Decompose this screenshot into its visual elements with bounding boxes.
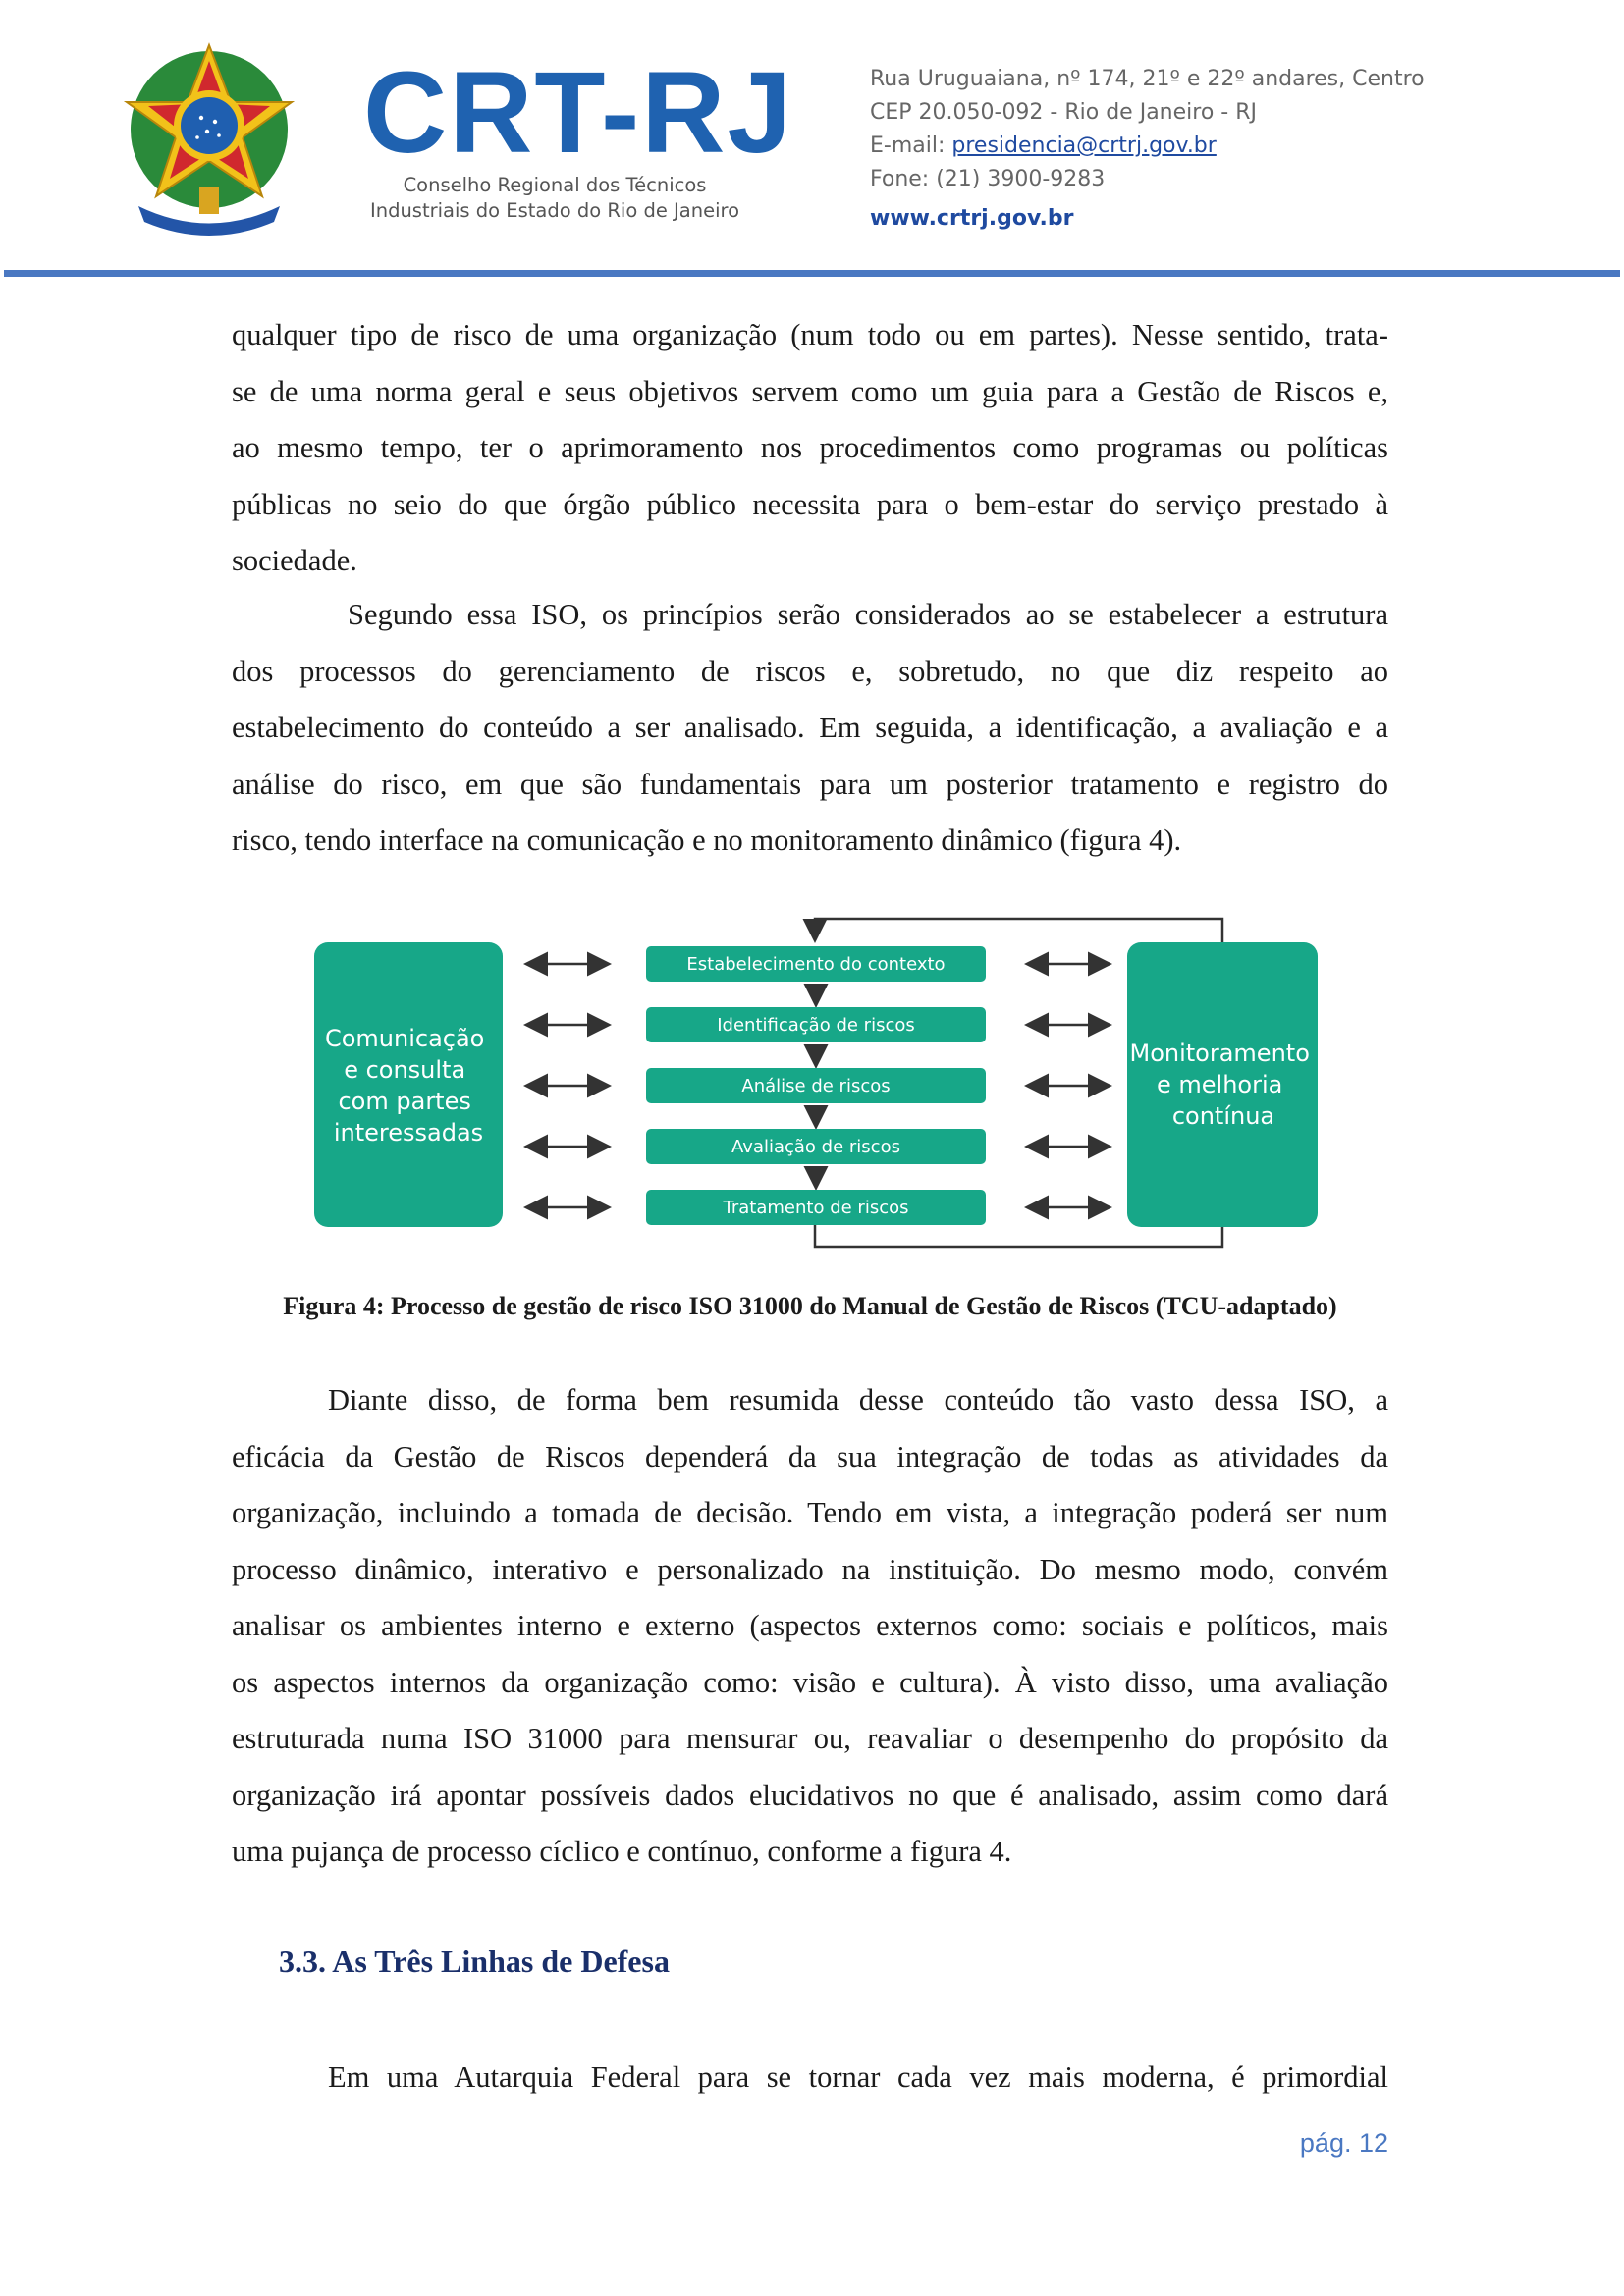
process-step-label: Análise de riscos <box>741 1076 891 1096</box>
address-line-1: Rua Uruguaiana, nº 174, 21º e 22º andares, Centro <box>870 67 1425 91</box>
page-number: pág. 12 <box>1299 2128 1388 2158</box>
communication-line: Comunicação <box>324 1025 485 1052</box>
process-step-label: Estabelecimento do contexto <box>686 954 946 975</box>
address-line-2: CEP 20.050-092 - Rio de Janeiro - RJ <box>870 100 1257 125</box>
text-line: os aspectos internos da organização como: visão e cultura). À visto disso, uma avaliação <box>232 1665 1388 1699</box>
process-step-label: Tratamento de riscos <box>723 1198 909 1218</box>
monitoring-line: e melhoria <box>1157 1071 1283 1098</box>
council-line-2: Industriais do Estado do Rio de Janeiro <box>369 199 740 222</box>
section-heading: 3.3. As Três Linhas de Defesa <box>279 1944 670 1979</box>
monitoring-line: Monitoramento <box>1129 1040 1310 1067</box>
communication-line: com partes <box>338 1088 471 1115</box>
paragraph-3 <box>232 1372 1388 1881</box>
header-divider <box>4 270 1620 277</box>
text-line: uma pujança de processo cíclico e contínuo, conforme a figura 4. <box>232 1835 1012 1868</box>
phone-line: Fone: (21) 3900-9283 <box>870 167 1106 191</box>
email-label: E-mail: <box>870 133 952 158</box>
paragraph-2 <box>232 587 1388 870</box>
text-line: ao mesmo tempo, ter o aprimoramento nos procedimentos como programas ou políticas <box>232 431 1388 464</box>
paragraph-1 <box>232 307 1388 590</box>
crt-rj-logo: CRT-RJ <box>363 48 794 178</box>
monitoring-line: contínua <box>1171 1102 1275 1130</box>
council-name <box>365 173 744 224</box>
text-line: organização irá apontar possíveis dados elucidativos no que é analisado, assim como dará <box>232 1778 1388 1812</box>
text-line: qualquer tipo de risco de uma organização (num todo ou em partes). Nesse sentido, trata- <box>232 318 1388 351</box>
text-line: eficácia da Gestão de Riscos dependerá da sua integração de todas as atividades da <box>232 1439 1388 1473</box>
text-line: estabelecimento do conteúdo a ser analisado. Em seguida, a identificação, a avaliação e a <box>232 711 1388 744</box>
text-line: organização, incluindo a tomada de decisão. Tendo em vista, a integração poderá ser num <box>232 1496 1388 1529</box>
text-line: sociedade. <box>232 544 357 577</box>
text-line: processo dinâmico, interativo e personalizado na instituição. Do mesmo modo, convém <box>232 1552 1388 1586</box>
email-line <box>870 130 1425 163</box>
text-line: dos processos do gerenciamento de riscos e, sobretudo, no que diz respeito ao <box>232 654 1388 688</box>
text-line: análise do risco, em que são fundamentais para um posterior tratamento e registro do <box>232 767 1388 801</box>
communication-box <box>314 942 503 1227</box>
figure-caption: Figura 4: Processo de gestão de risco ISO 31000 do Manual de Gestão de Riscos (TCU-adaptado) <box>283 1292 1337 1320</box>
text-line: Em uma Autarquia Federal para se tornar cada vez mais moderna, é primordial <box>328 2060 1388 2094</box>
text-line: analisar os ambientes interno e externo (aspectos externos como: sociais e políticos, mais <box>232 1609 1388 1642</box>
council-line-1: Conselho Regional dos Técnicos <box>403 174 707 196</box>
email-link[interactable]: presidencia@crtrj.gov.br <box>951 133 1217 158</box>
website-link[interactable]: www.crtrj.gov.br <box>870 206 1074 231</box>
risk-process-figure <box>295 913 1335 1256</box>
communication-line: e consulta <box>344 1056 466 1084</box>
process-step-label: Identificação de riscos <box>717 1015 915 1036</box>
process-step-label: Avaliação de riscos <box>731 1137 900 1157</box>
text-line: públicas no seio do que órgão público necessita para o bem-estar do serviço prestado à <box>232 487 1388 521</box>
text-line: Segundo essa ISO, os princípios serão considerados ao se estabelecer a estrutura <box>348 598 1388 631</box>
coat-of-arms-emblem <box>110 39 308 245</box>
contact-block <box>870 63 1425 236</box>
text-line: se de uma norma geral e seus objetivos servem como um guia para a Gestão de Riscos e, <box>232 374 1388 408</box>
text-line: risco, tendo interface na comunicação e no monitoramento dinâmico (figura 4). <box>232 824 1182 857</box>
text-line: Diante disso, de forma bem resumida desse conteúdo tão vasto dessa ISO, a <box>328 1383 1388 1416</box>
paragraph-4 <box>232 2050 1388 2107</box>
communication-line: interessadas <box>333 1119 484 1147</box>
text-line: estruturada numa ISO 31000 para mensurar ou, reavaliar o desempenho do propósito da <box>232 1722 1388 1755</box>
